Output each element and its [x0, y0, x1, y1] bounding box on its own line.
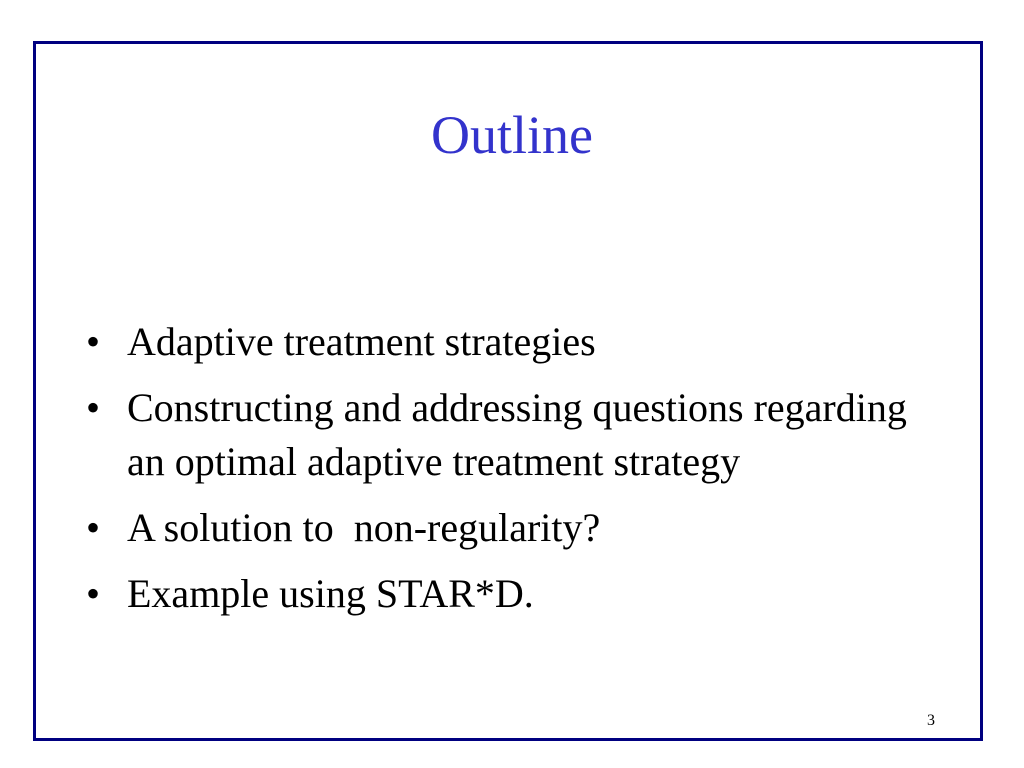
bullet-text: Example using STAR*D. [127, 571, 534, 616]
bullet-icon: • [86, 385, 101, 430]
page-number: 3 [927, 712, 935, 729]
bullet-icon: • [86, 571, 101, 616]
bullet-list [83, 315, 943, 633]
bullet-item [83, 567, 943, 621]
bullet-icon: • [86, 505, 101, 550]
bullet-item [83, 501, 943, 555]
bullet-item [83, 381, 943, 489]
bullet-icon: • [86, 319, 101, 364]
bullet-text: Adaptive treatment strategies [127, 319, 596, 364]
bullet-text: Constructing and addressing questions regarding an optimal adaptive treatment strategy [127, 385, 917, 484]
bullet-item [83, 315, 943, 369]
bullet-text: A solution to non-regularity? [127, 505, 601, 550]
slide-title: Outline [431, 105, 593, 165]
